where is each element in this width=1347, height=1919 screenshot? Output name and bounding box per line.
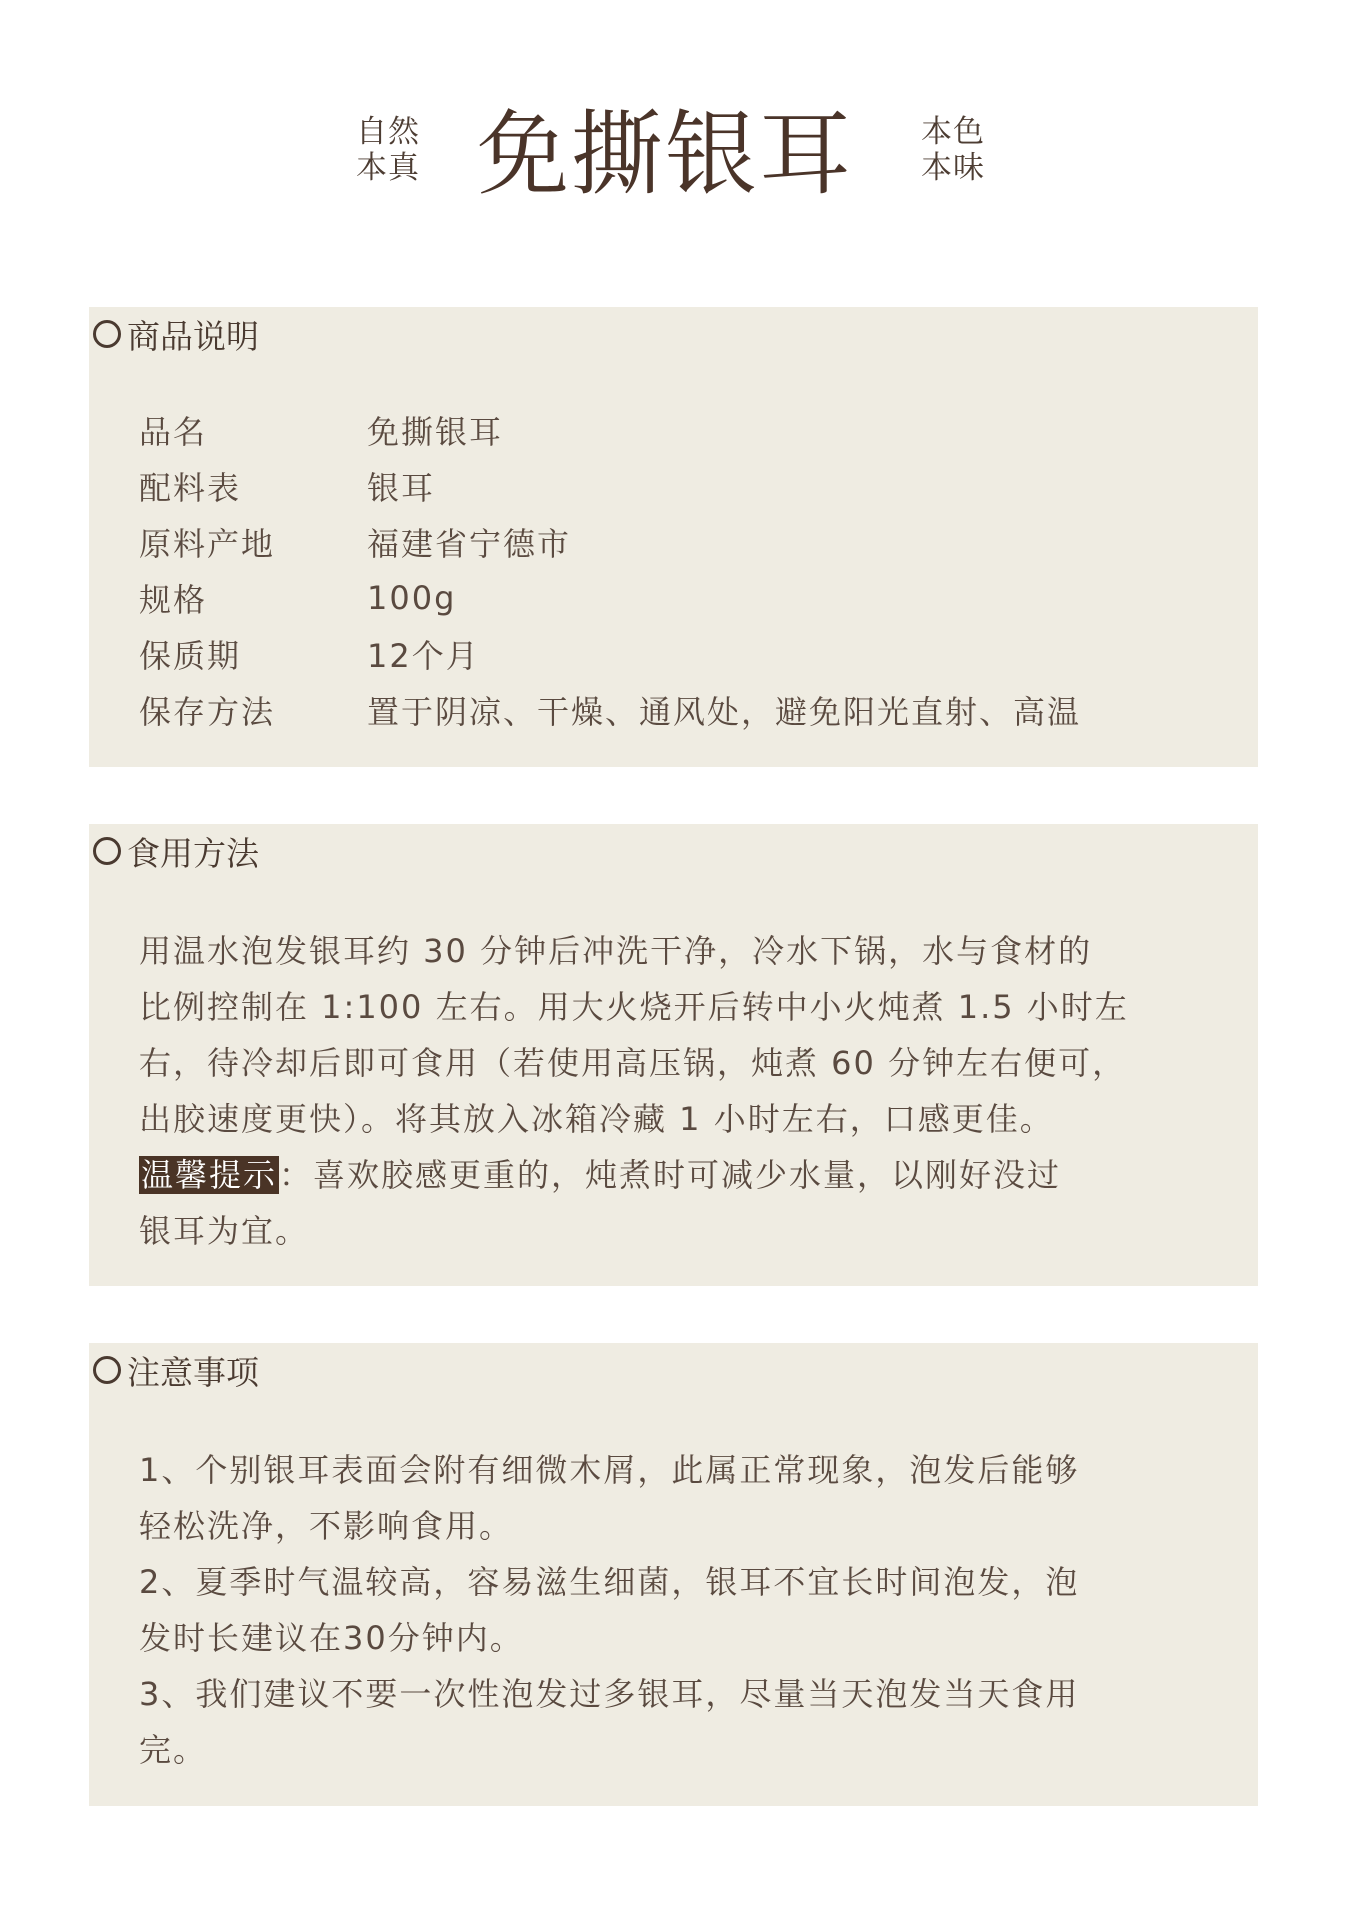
slogan-line: 自然 <box>356 114 420 150</box>
page-header <box>0 100 1347 210</box>
info-key: 原料产地 <box>139 525 276 563</box>
text-line: 轻松洗净，不影响食用。 <box>139 1507 514 1545</box>
tip-label: 温馨提示 <box>141 1156 278 1194</box>
product-info-section <box>89 307 1258 767</box>
tip-line <box>139 1147 1219 1203</box>
info-key: 规格 <box>139 581 208 619</box>
text-line: 1、个别银耳表面会附有细微木屑，此属正常现象，泡发后能够 <box>139 1451 1080 1489</box>
info-row <box>139 458 435 514</box>
info-row <box>139 570 456 626</box>
info-key: 品名 <box>139 413 208 451</box>
section-title: 商品说明 <box>127 316 259 356</box>
page-title: 免撕银耳 <box>477 101 854 208</box>
info-row <box>139 514 571 570</box>
slogan-line: 本色 <box>921 114 985 150</box>
text-line: 完。 <box>139 1731 208 1769</box>
info-key: 保存方法 <box>139 693 276 731</box>
info-key: 保质期 <box>139 637 242 675</box>
circle-bullet-icon <box>93 837 121 865</box>
circle-bullet-icon <box>93 320 121 348</box>
section-heading <box>93 311 259 357</box>
section-heading <box>93 1347 259 1393</box>
info-key: 配料表 <box>139 469 242 507</box>
info-row <box>139 402 503 458</box>
usage-section <box>89 824 1258 1286</box>
info-row <box>139 626 480 682</box>
text-line: 银耳为宜。 <box>139 1212 310 1250</box>
usage-paragraph <box>139 923 1219 1259</box>
slogan-line: 本味 <box>921 150 985 186</box>
notes-paragraph <box>139 1442 1219 1778</box>
text-line: 用温水泡发银耳约 30 分钟后冲洗干净，冷水下锅，水与食材的 <box>139 932 1093 970</box>
notes-section <box>89 1343 1258 1806</box>
text-line: 比例控制在 1:100 左右。用大火烧开后转中小火炖煮 1.5 小时左 <box>139 988 1129 1026</box>
info-value: 福建省宁德市 <box>367 525 572 563</box>
text-line: 发时长建议在30分钟内。 <box>139 1619 524 1657</box>
info-value: 免撕银耳 <box>367 413 504 451</box>
text-line: 3、我们建议不要一次性泡发过多银耳，尽量当天泡发当天食用 <box>139 1675 1080 1713</box>
info-value: 100g <box>367 579 457 617</box>
text-line: 右，待冷却后即可食用（若使用高压锅，炖煮 60 分钟左右便可， <box>139 1044 1127 1082</box>
header-right-slogan <box>921 114 985 186</box>
section-title: 食用方法 <box>127 833 259 873</box>
slogan-line: 本真 <box>356 150 420 186</box>
circle-bullet-icon <box>93 1356 121 1384</box>
info-value: 置于阴凉、干燥、通风处，避免阳光直射、高温 <box>367 693 1082 731</box>
section-heading <box>93 828 259 874</box>
text-line: 出胶速度更快）。将其放入冰箱冷藏 1 小时左右，口感更佳。 <box>139 1100 1054 1138</box>
info-value: 银耳 <box>367 469 436 507</box>
tip-text: ：喜欢胶感更重的，炖煮时可减少水量，以刚好没过 <box>279 1156 1062 1194</box>
text-line: 2、夏季时气温较高，容易滋生细菌，银耳不宜长时间泡发，泡 <box>139 1563 1080 1601</box>
info-row <box>139 682 1081 738</box>
info-value: 12个月 <box>367 637 480 675</box>
header-left-slogan <box>356 114 420 186</box>
section-title: 注意事项 <box>127 1352 259 1392</box>
